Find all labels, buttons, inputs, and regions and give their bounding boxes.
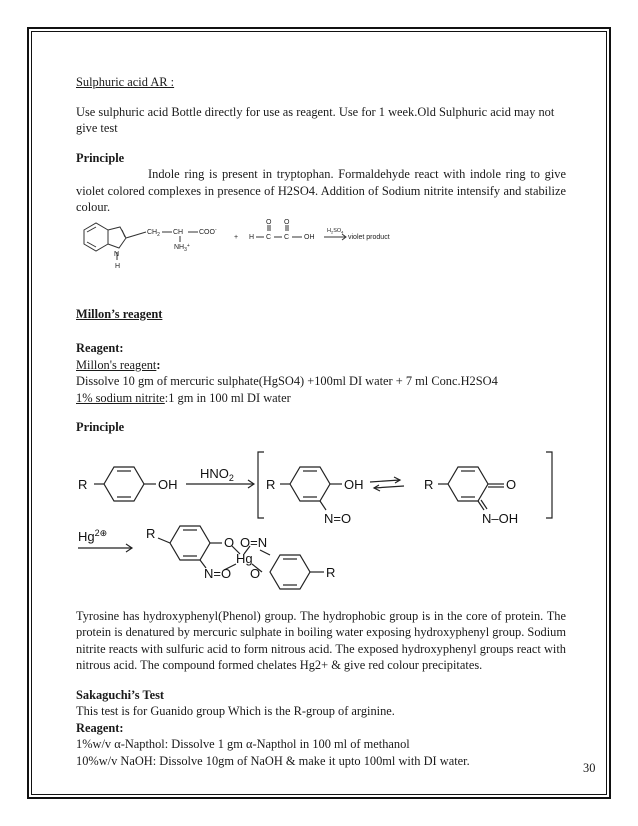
- r-group-3: R: [424, 476, 434, 492]
- page-number: 30: [583, 761, 596, 775]
- coo-label: COO-: [199, 226, 217, 236]
- chelate-o-1: O: [224, 534, 235, 550]
- r-group-5: R: [326, 564, 336, 580]
- sakaguchi-intro: This test is for Guanido group Which is the R-group of arginine.: [76, 704, 395, 718]
- nitroso-label-1: N=O: [324, 510, 352, 526]
- carbon-1-label: C: [266, 233, 272, 241]
- oh-label-2: OH: [344, 476, 364, 492]
- principle-heading-2: Principle: [76, 420, 125, 434]
- oh-label-1: OH: [158, 476, 178, 492]
- sodium-nitrite-label: 1% sodium nitrite: [76, 390, 165, 405]
- oxime-label: N–OH: [482, 510, 519, 526]
- millons-reagent-heading: Millon’s reagent: [76, 306, 163, 321]
- millons-reagent-label: Millon's reagent: [76, 357, 157, 372]
- sulphuric-acid-text: Use sulphuric acid Bottle directly for use as reagent. Use for 1 week.Old Sulphuric acid may not give test: [76, 104, 555, 135]
- quinone-o-label: O: [506, 476, 517, 492]
- carbonyl-o-2: O: [284, 218, 290, 226]
- carbon-2-label: C: [284, 233, 290, 241]
- mercury-ion-label: $Hg^{2\oplus}$: [78, 527, 108, 544]
- chelate-o-2: O: [250, 565, 261, 581]
- page-content: [76, 74, 566, 769]
- aldehyde-h-label: H: [249, 233, 255, 241]
- carbonyl-o-1: O: [266, 218, 272, 226]
- millons-reagent-colon: :: [156, 357, 161, 372]
- sakaguchi-heading: Sakaguchi’s Test: [76, 687, 165, 702]
- indole-h-label: H: [115, 262, 121, 270]
- hno2-label: $HNO_2$: [200, 465, 234, 483]
- ch-label: CH: [173, 228, 184, 236]
- sulphuric-acid-heading: Sulphuric acid AR :: [76, 75, 175, 89]
- reagent-heading-1: Reagent:: [76, 341, 124, 355]
- r-group-2: R: [266, 476, 276, 492]
- nh3-label: $NH_3^+$: [174, 242, 190, 253]
- violet-product-label: violet product: [348, 233, 390, 241]
- principle-text-1: [76, 166, 566, 216]
- plus-sign: +: [234, 233, 239, 241]
- sodium-nitrite-line: [76, 390, 566, 407]
- r-group-1: R: [78, 476, 88, 492]
- indole-n-label: N: [114, 250, 120, 258]
- principle-heading-1: Principle: [76, 150, 125, 165]
- sodium-nitrite-text: :1 gm in 100 ml DI water: [164, 390, 291, 405]
- millons-reagent-label-line: [76, 357, 566, 374]
- chelate-no-label: N=O: [204, 565, 232, 581]
- millons-reagent-recipe: Dissolve 10 gm of mercuric sulphate(HgSO4) +100ml DI water + 7 ml Conc.H2SO4: [76, 374, 498, 388]
- millons-reaction-figure: [74, 440, 566, 600]
- ch2-label: $CH_2$: [147, 228, 160, 238]
- tyrosine-explanation: Tyrosine has hydroxyphenyl(Phenol) group. The hydrophobic group is in the core of protein. The protein is denatured by mercuric sulphate in boiling water exposing hydroxyphenyl group. Sodium nitrite reacts with sulfuric acid to form nitrous acid. The exposed hydroxyphenyl groups react with nitrous acid. The compound formed chelates Hg2+ & give red colour precipitates.: [76, 608, 566, 672]
- r-group-4: R: [146, 525, 156, 541]
- oh-label: OH: [304, 233, 315, 241]
- mercury-center-label: Hg: [236, 550, 253, 566]
- tryptophan-reaction-figure: [72, 218, 402, 280]
- chelate-on-label: O=N: [240, 534, 268, 550]
- naoh-reagent-line: 10%w/v NaOH: Dissolve 10gm of NaOH & make it upto 100ml with DI water.: [76, 753, 470, 768]
- reagent-heading-2: Reagent:: [76, 720, 124, 735]
- h2so4-label: $H_2SO_4$: [327, 227, 344, 234]
- principle-text-1-body: Indole ring is present in tryptophan. Formaldehyde react with indole ring to give violet colored complexes in presence of H2SO4. Addition of Sodium nitrite intensify and stabilize colour.: [76, 167, 566, 214]
- napthol-reagent-line: 1%w/v α-Napthol: Dissolve 1 gm α-Napthol in 100 ml of methanol: [76, 737, 410, 751]
